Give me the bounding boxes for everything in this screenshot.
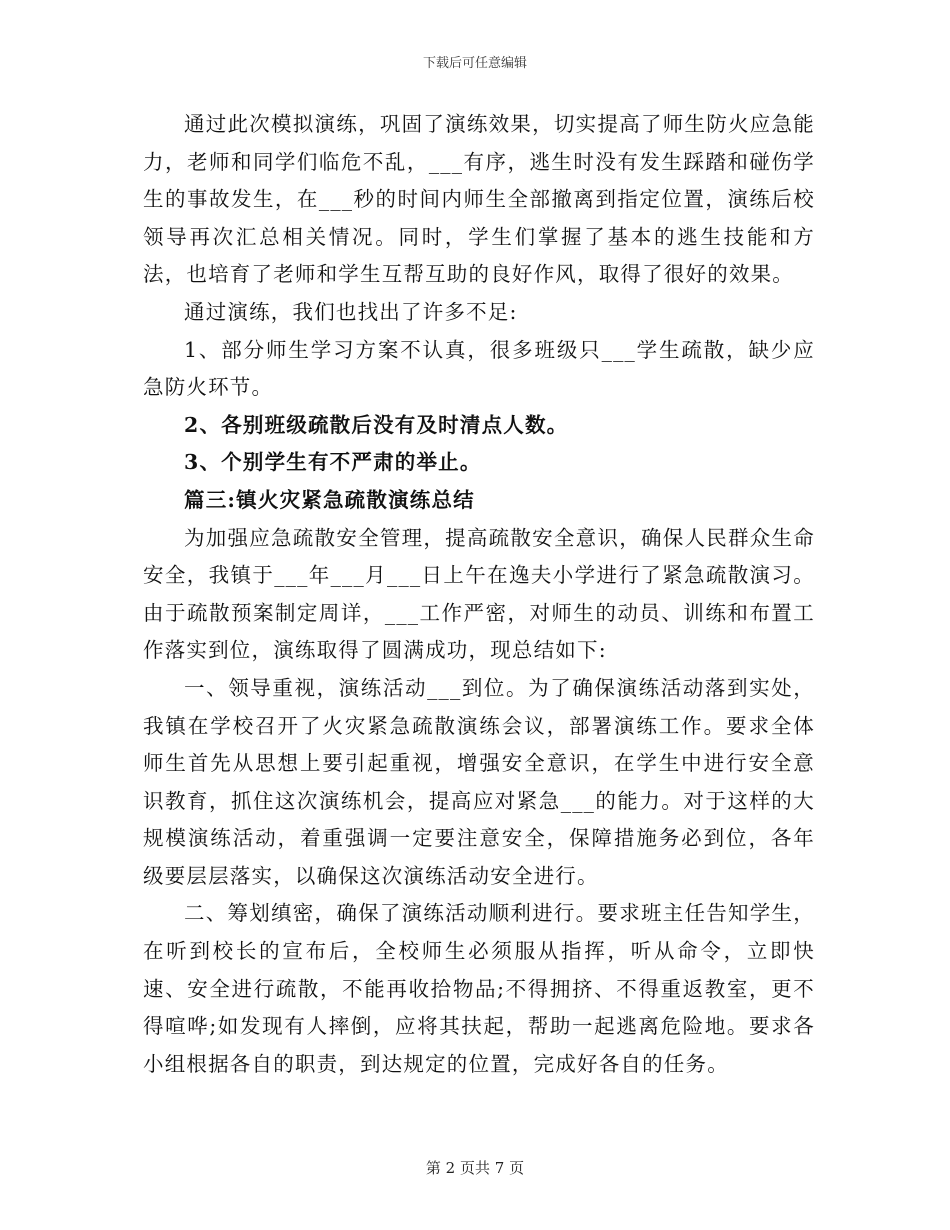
list-item-shortcoming-2: 2、各别班级疏散后没有及时清点人数。 [184,412,569,437]
page-footer: 第 2 页共 7 页 [425,1159,525,1177]
list-item-shortcoming-3: 3、个别学生有不严肃的举止。 [184,450,482,475]
paragraph-summary-intro: 为加强应急疏散安全管理，提高疏散安全意识，确保人民群众生命安全，我镇于___年___月___日上午在逸夫小学进行了紧急疏散演习。由于疏散预案制定周详，___工作严密，对师生的动员、训练和布置工作落实到位，演练取得了圆满成功，现总结如下: [143,525,815,663]
document-body [143,106,815,1083]
section-heading: 篇三:镇火灾紧急疏散演练总结 [184,487,475,512]
paragraph-leadership: 一、领导重视，演练活动___到位。为了确保演练活动落到实处，我镇在学校召开了火灾紧急疏散演练会议，部署演练工作。要求全体师生首先从思想上要引起重视，增强安全意识，在学生中进行安全意识教育，抓住这次演练机会，提高应对紧急___的能力。对于这样的大规模演练活动，着重强调一定要注意安全，保障措施务必到位，各年级要层层落实，以确保这次演练活动安全进行。 [143,675,815,888]
list-item-shortcoming-1: 1、部分师生学习方案不认真，很多班级只___学生疏散，缺少应急防火环节。 [143,337,815,400]
paragraph-planning: 二、筹划缜密，确保了演练活动顺利进行。要求班主任告知学生，在听到校长的宣布后，全校师生必须服从指挥，听从命令，立即快速、安全进行疏散，不能再收拾物品;不得拥挤、不得重返教室，更不得喧哗;如发现有人摔倒，应将其扶起，帮助一起逃离危险地。要求各小组根据各自的职责，到达规定的位置，完成好各自的任务。 [143,901,815,1076]
paragraph-drill-effect: 通过此次模拟演练，巩固了演练效果，切实提高了师生防火应急能力，老师和同学们临危不乱，___有序，逃生时没有发生踩踏和碰伤学生的事故发生，在___秒的时间内师生全部撤离到指定位置，演练后校领导再次汇总相关情况。同时，学生们掌握了基本的逃生技能和方法，也培育了老师和学生互帮互助的良好作风，取得了很好的效果。 [143,112,815,287]
page-header: 下载后可任意编辑 [422,56,527,71]
paragraph-shortcomings-intro: 通过演练，我们也找出了许多不足: [184,299,518,324]
